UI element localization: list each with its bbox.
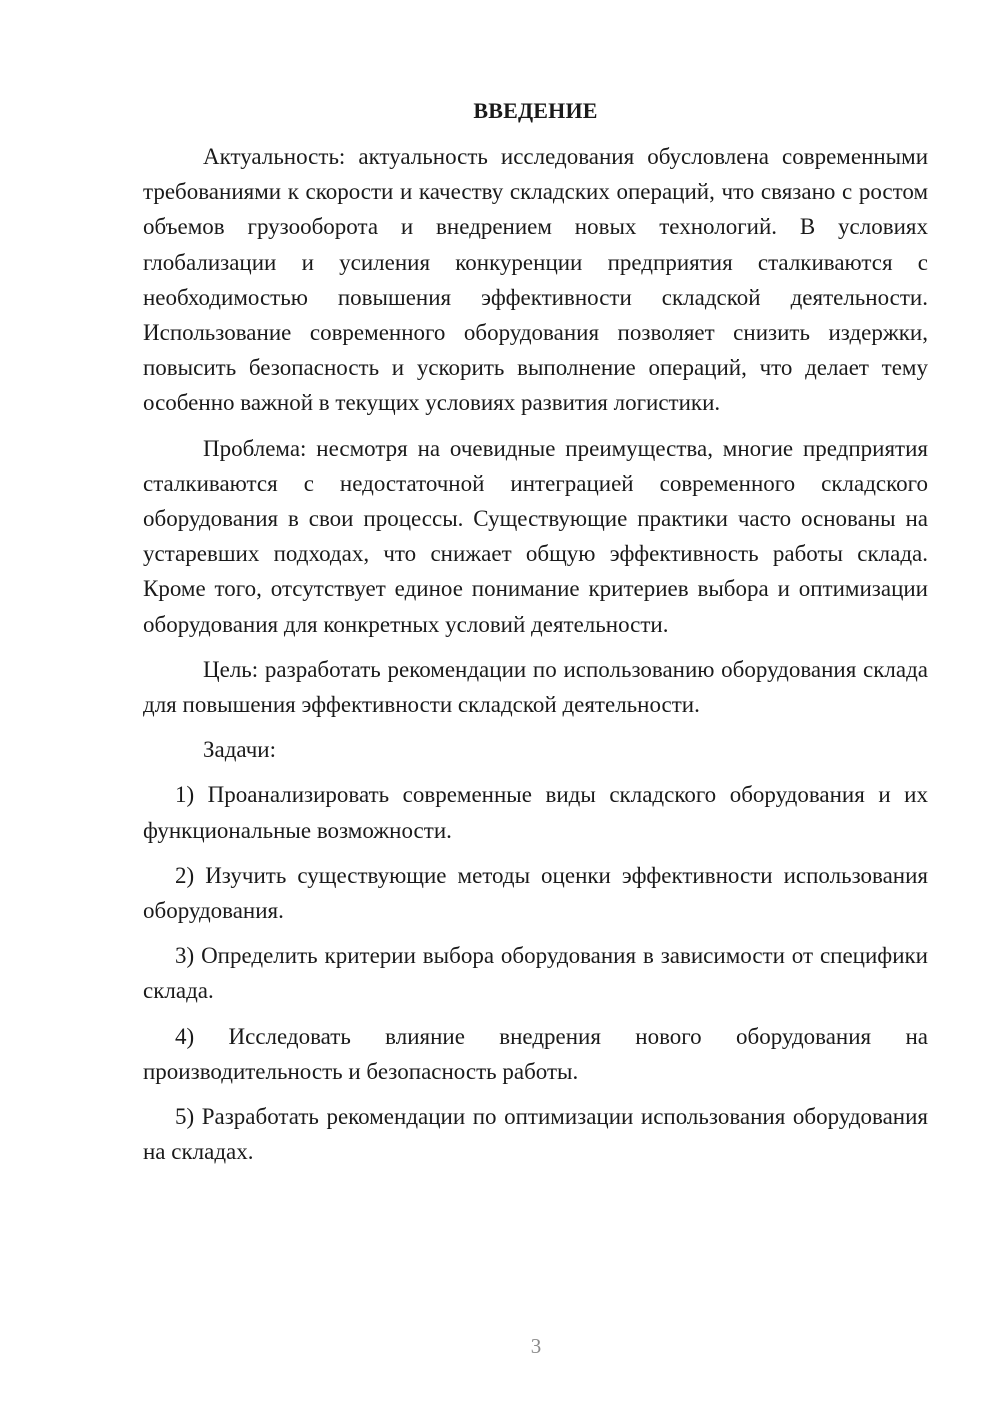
task-item-4: 4) Исследовать влияние внедрения нового оборудования на производительность и безопасность работы.	[143, 1023, 928, 1084]
task-item-5: 5) Разработать рекомендации по оптимизации использования оборудования на складах.	[143, 1104, 928, 1165]
task-item-3: 3) Определить критерии выбора оборудования в зависимости от специфики склада.	[143, 943, 928, 1004]
goal-paragraph: Цель: разработать рекомендации по использованию оборудования склада для повышения эффективности складской деятельности.	[143, 656, 928, 718]
task-item-1: 1) Проанализировать современные виды складского оборудования и их функциональные возможности.	[143, 782, 928, 843]
section-title: ВВЕДЕНИЕ	[473, 98, 598, 123]
page-number: 3	[530, 1334, 542, 1358]
relevance-paragraph: Актуальность: актуальность исследования обусловлена современными требованиями к скорости и качеству складских операций, что связано с ростом объемов грузооборота и внедрением новых технологий. В условиях глобализации и усиления конкуренции предприятия сталкиваются с необходимостью повышения эффективности складской деятельности. Использование современного оборудования позволяет снизить издержки, повысить безопасность и ускорить выполнение операций, что делает тему особенно важной в текущих условиях развития логистики.	[143, 144, 928, 416]
task-item-2: 2) Изучить существующие методы оценки эффективности использования оборудования.	[143, 862, 928, 924]
page-content	[143, 94, 928, 1169]
tasks-heading: Задачи:	[203, 737, 276, 763]
problem-paragraph: Проблема: несмотря на очевидные преимущества, многие предприятия сталкиваются с недостаточной интеграцией современного складского оборудования в свои процессы. Существующие практики часто основаны на устаревших подходах, что снижает общую эффективность работы склада. Кроме того, отсутствует единое понимание критериев выбора и оптимизации оборудования для конкретных условий деятельности.	[143, 435, 928, 637]
